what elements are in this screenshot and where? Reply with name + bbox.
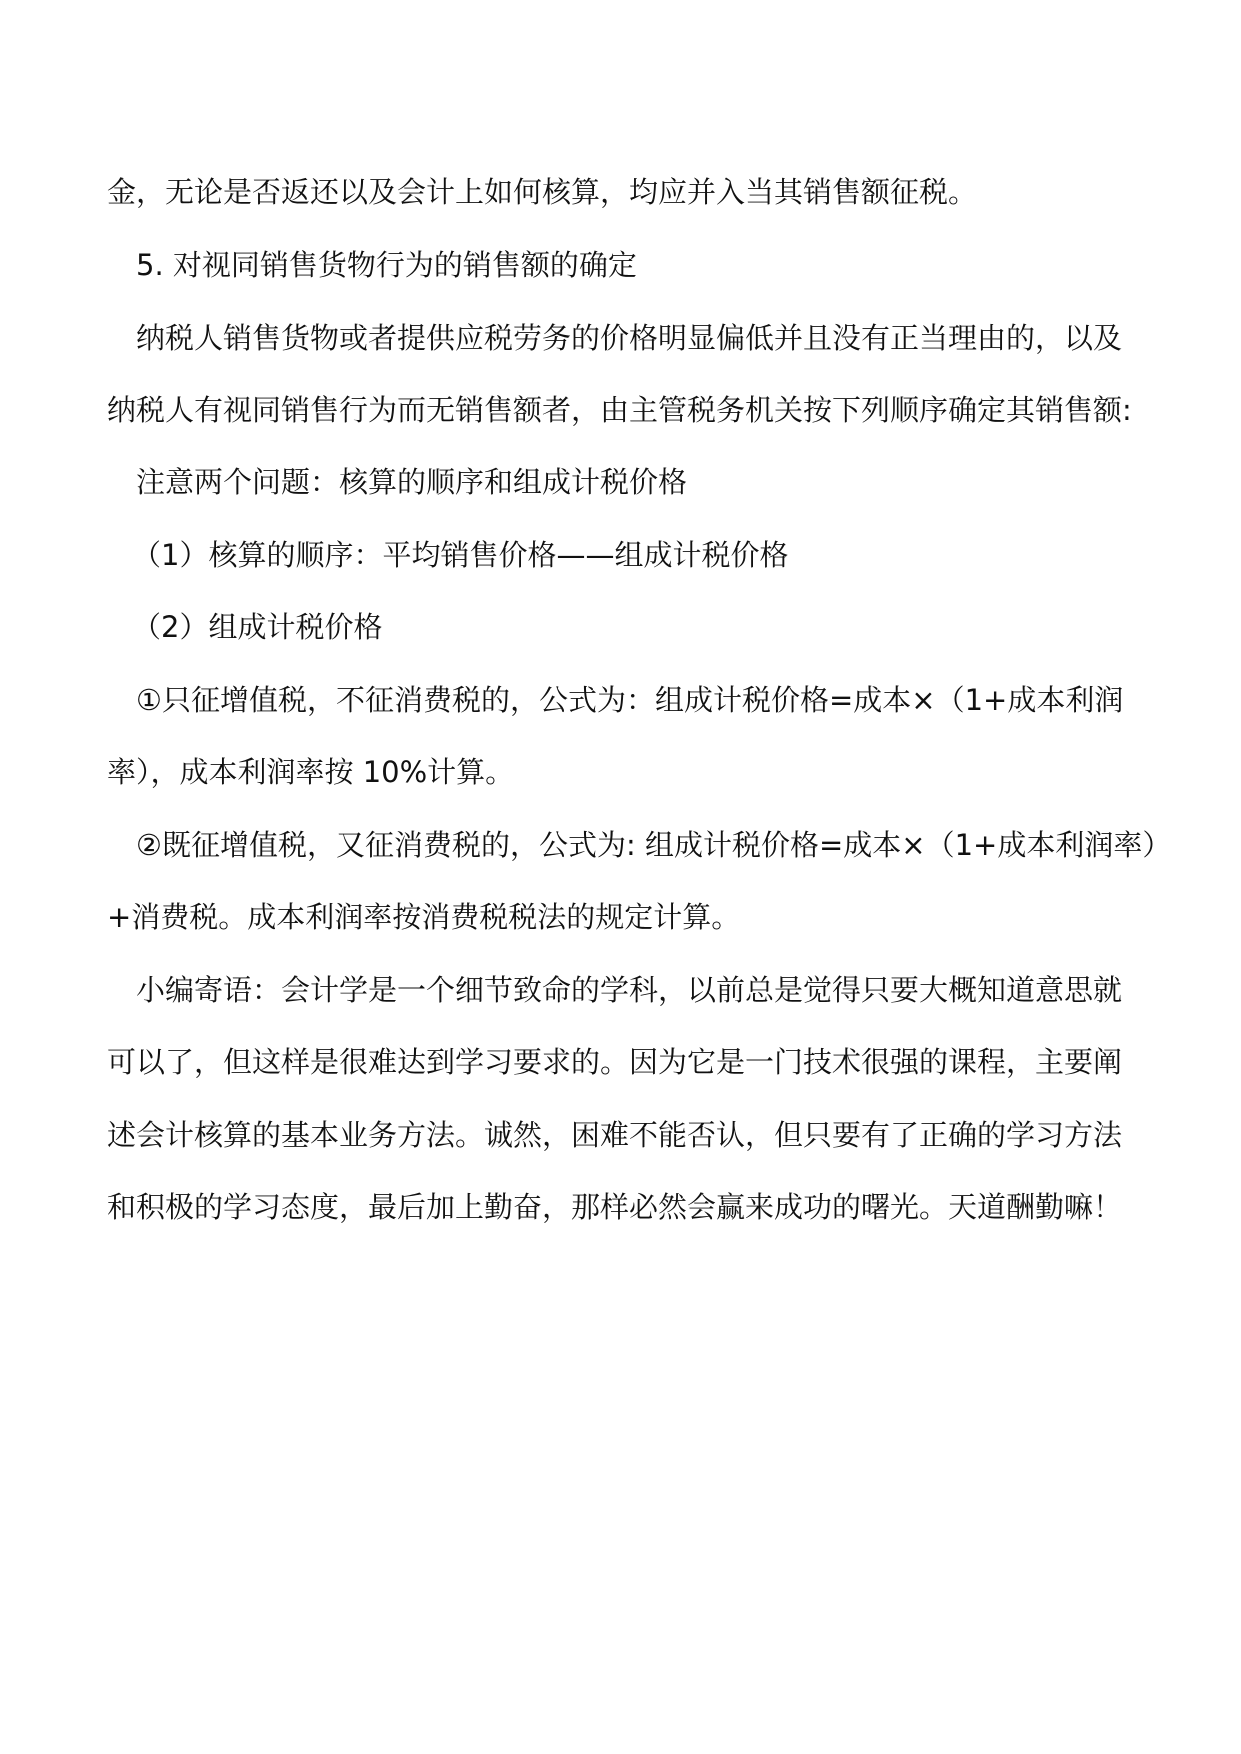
text-line: 和积极的学习态度，最后加上勤奋，那样必然会赢来成功的曙光。天道酬勤嘛！ bbox=[107, 1190, 1123, 1224]
text-line: 可以了，但这样是很难达到学习要求的。因为它是一门技术很强的课程，主要阐 bbox=[107, 1045, 1123, 1079]
text-line: ②既征增值税，又征消费税的，公式为: 组成计税价格=成本×（1+成本利润率） bbox=[136, 828, 1172, 862]
text-line: 注意两个问题：核算的顺序和组成计税价格 bbox=[136, 465, 688, 499]
text-line: 纳税人销售货物或者提供应税劳务的价格明显偏低并且没有正当理由的，以及 bbox=[136, 321, 1123, 355]
text-line: 率），成本利润率按 10%计算。 bbox=[107, 755, 515, 789]
text-line: +消费税。成本利润率按消费税税法的规定计算。 bbox=[107, 900, 741, 934]
text-line: ①只征增值税，不征消费税的，公式为：组成计税价格=成本×（1+成本利润 bbox=[136, 683, 1124, 717]
text-line: 金，无论是否返还以及会计上如何核算，均应并入当其销售额征税。 bbox=[107, 175, 978, 209]
text-line: 小编寄语：会计学是一个细节致命的学科，以前总是觉得只要大概知道意思就 bbox=[136, 973, 1123, 1007]
list-item: （1）核算的顺序：平均销售价格——组成计税价格 bbox=[132, 538, 789, 572]
text-line: 纳税人有视同销售行为而无销售额者，由主管税务机关按下列顺序确定其销售额: bbox=[107, 393, 1132, 427]
text-line: 述会计核算的基本业务方法。诚然，困难不能否认，但只要有了正确的学习方法 bbox=[107, 1118, 1123, 1152]
section-heading: 5. 对视同销售货物行为的销售额的确定 bbox=[136, 248, 637, 282]
list-item: （2）组成计税价格 bbox=[132, 610, 383, 644]
